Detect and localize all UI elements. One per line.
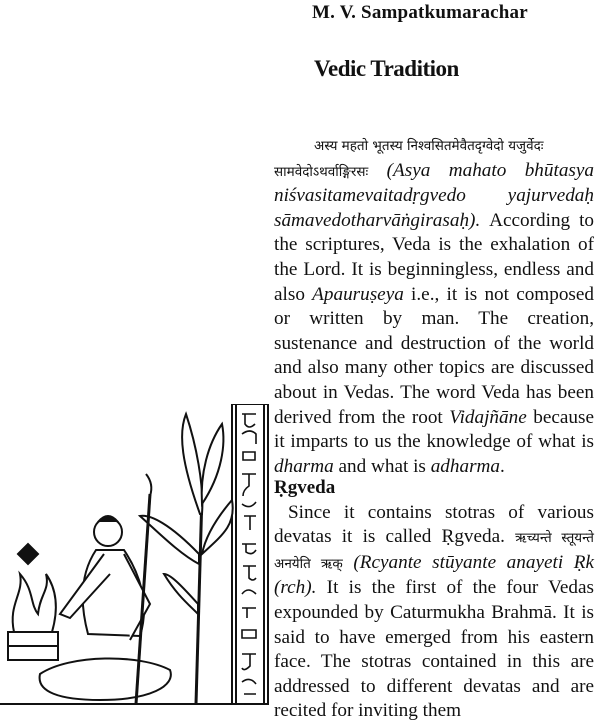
manuscript-border xyxy=(232,404,268,704)
text-span: and what is xyxy=(333,455,431,477)
transliteration: (Asya mahato bhūtasya niśvasitamevaitadṛgvedo yajurvedaḥ sāmavedotharvāṅgirasaḥ). xyxy=(274,159,594,231)
sage-performing-yajna-illustration xyxy=(0,404,272,717)
term-dharma: dharma xyxy=(274,455,334,477)
term-vidajnane: Vidajñāne xyxy=(449,406,527,428)
text-span: . xyxy=(500,455,505,477)
seated-sage xyxy=(40,474,171,704)
plantain-tree xyxy=(140,414,233,704)
rgveda-section xyxy=(274,476,594,724)
text-span: because it imparts to us the knowledge of what is xyxy=(274,406,594,453)
sanskrit-phrase: ऋच्यन्ते स्तूयन्ते अनयेति ऋक् xyxy=(274,530,594,572)
text-span: Since it contains stotras of various devatas it is called Ṛgveda. xyxy=(274,501,594,548)
section-body xyxy=(274,501,594,724)
section-heading: Ṛgveda xyxy=(274,477,336,498)
intro-paragraph xyxy=(274,133,594,479)
term-apauruseya: Apauruṣeya xyxy=(312,283,404,305)
term-adharma: adharma xyxy=(430,455,500,477)
text-span: According to the scriptures, Veda is the exhalation of the Lord. It is beginningless, endless and also xyxy=(274,209,594,305)
page-title: Vedic Tradition xyxy=(314,56,459,81)
author-name: M. V. Sampatkumarachar xyxy=(312,2,528,23)
text-span: It is the first of the four Vedas expounded by Caturmukha Brahmā. It is said to have emerged from his eastern face. The stotras contained in this are addressed to different devatas and are recited for inviting them xyxy=(274,577,594,722)
sanskrit-verse-line-2: सामवेदोऽथर्वाङ्गिरसः xyxy=(274,163,369,180)
sanskrit-verse-line-1: अस्य महतो भूतस्य निश्वसितमेवैतदृग्वेदो यजुर्वेदः xyxy=(314,138,544,154)
homa-fire xyxy=(8,544,58,660)
text-span: i.e., it is not composed or written by man. The creation, sustenance and destruction of the world and also many other topics are discussed about in Vedas. The word Veda has been derived from the root xyxy=(274,283,594,428)
transliteration: (Rcyante stūyante anayeti Ṛk (rch). xyxy=(274,551,594,599)
